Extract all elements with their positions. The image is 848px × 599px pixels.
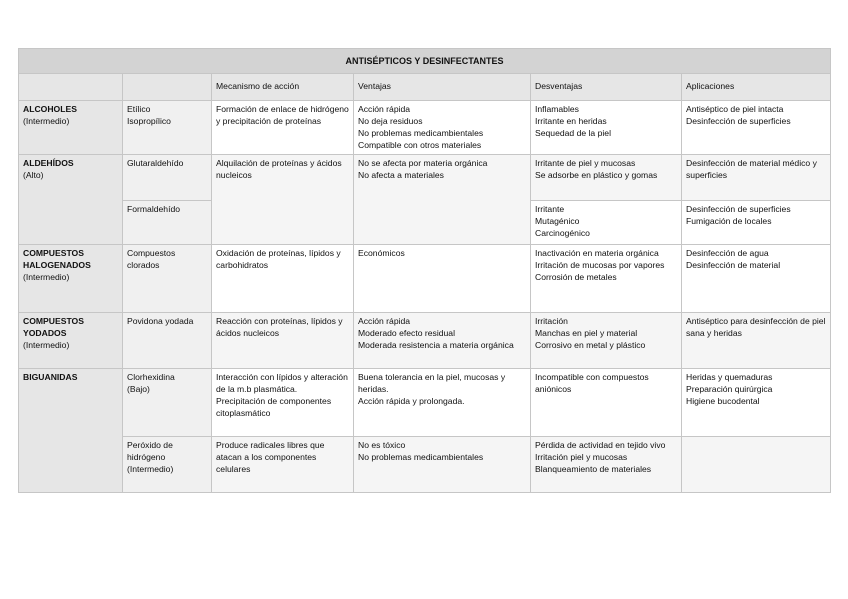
- advantages-cell: [354, 101, 531, 155]
- group-level: (Intermedio): [23, 115, 70, 126]
- agent-cell: [123, 369, 212, 437]
- disadvantage-line: Blanqueamiento de materiales: [535, 464, 652, 475]
- group-biguanidas: [19, 369, 123, 493]
- mechanism-cell: [212, 437, 354, 493]
- table-row: [19, 101, 831, 155]
- disadvantages-cell: [531, 437, 682, 493]
- advantage-line: No problemas medicambientales: [358, 452, 484, 463]
- disadvantage-line: Incompatible con compuestos aniónicos: [535, 372, 649, 395]
- table-title: ANTISÉPTICOS Y DESINFECTANTES: [19, 49, 831, 74]
- table-row: [19, 313, 831, 369]
- mechanism-line: Precipitación de componentes citoplasmático: [216, 396, 332, 419]
- group-level: (Intermedio): [23, 340, 70, 351]
- group-aldehidos: [19, 155, 123, 245]
- mechanism-line: Produce radicales libres que atacan a los componentes celulares: [216, 440, 325, 475]
- agent-cell: [123, 313, 212, 369]
- mechanism-cell: [212, 101, 354, 155]
- application-line: Desinfección de superficies: [686, 204, 791, 215]
- mechanism-cell: [212, 313, 354, 369]
- application-line: Desinfección de material médico y superficies: [686, 158, 817, 181]
- applications-cell: [682, 245, 831, 313]
- disadvantages-cell: [531, 245, 682, 313]
- header-mechanism: Mecanismo de acción: [212, 74, 354, 101]
- agent-cell: [123, 245, 212, 313]
- disadvantage-line: Sequedad de la piel: [535, 127, 611, 138]
- group-name: BIGUANIDAS: [23, 372, 78, 383]
- disadvantage-line: Irritación de mucosas por vapores: [535, 260, 665, 271]
- header-advantages: Ventajas: [354, 74, 531, 101]
- applications-cell: [682, 313, 831, 369]
- group-name: ALDEHÍDOS: [23, 158, 74, 169]
- agent-cell: [123, 155, 212, 201]
- applications-cell: [682, 101, 831, 155]
- agent-line: Clorhexidina: [127, 372, 175, 383]
- agent-line: Etílico: [127, 104, 151, 114]
- advantage-line: No problemas medicambientales: [358, 127, 484, 138]
- applications-cell: [682, 201, 831, 245]
- disadvantages-cell: [531, 313, 682, 369]
- agent-line: Compuestos clorados: [127, 248, 176, 271]
- mechanism-line: Oxidación de proteínas, lípidos y carbohidratos: [216, 248, 341, 271]
- disadvantage-line: Irritación piel y mucosas: [535, 452, 628, 463]
- agent-line: Glutaraldehído: [127, 158, 184, 169]
- group-name: COMPUESTOS YODADOS: [23, 316, 84, 339]
- disadvantages-cell: [531, 155, 682, 201]
- mechanism-line: Interacción con lípidos y alteración de la m.b plasmática.: [216, 372, 348, 395]
- disadvantages-cell: [531, 369, 682, 437]
- disadvantage-line: Mutagénico: [535, 216, 580, 227]
- advantage-line: Acción rápida y prolongada.: [358, 396, 465, 407]
- mechanism-line: Reacción con proteínas, lípidos y ácidos nucleicos: [216, 316, 343, 339]
- group-yodados: [19, 313, 123, 369]
- application-line: Fumigación de locales: [686, 216, 772, 227]
- disadvantage-line: Irritante en heridas: [535, 115, 607, 126]
- applications-cell: [682, 369, 831, 437]
- application-line: Desinfección de material: [686, 260, 781, 271]
- disadvantage-line: Corrosión de metales: [535, 272, 617, 283]
- advantage-line: No afecta a materiales: [358, 170, 444, 181]
- agent-cell: [123, 201, 212, 245]
- advantage-line: Económicos: [358, 248, 405, 259]
- advantage-line: Acción rápida: [358, 316, 411, 327]
- application-line: Antiséptico para desinfección de piel sana y heridas: [686, 316, 826, 339]
- application-line: Heridas y quemaduras: [686, 372, 773, 383]
- group-halogenados: [19, 245, 123, 313]
- agent-line: Peróxido de hidrógeno: [127, 440, 173, 463]
- group-name: ALCOHOLES: [23, 104, 77, 114]
- mechanism-cell: [212, 245, 354, 313]
- disadvantage-line: Inflamables: [535, 104, 579, 114]
- table-row: [19, 369, 831, 437]
- group-level: (Alto): [23, 170, 44, 181]
- group-level: (Intermedio): [23, 272, 70, 283]
- advantage-line: Acción rápida: [358, 104, 411, 114]
- disadvantage-line: Carcinogénico: [535, 228, 590, 239]
- agent-line: (Bajo): [127, 384, 150, 395]
- disadvantages-cell: [531, 201, 682, 245]
- agent-line: Isopropílico: [127, 115, 171, 126]
- advantage-line: No deja residuos: [358, 115, 423, 126]
- advantage-line: Buena tolerancia en la piel, mucosas y heridas.: [358, 372, 506, 395]
- mechanism-line: Formación de enlace de hidrógeno y precipitación de proteínas: [216, 104, 349, 126]
- header-disadvantages: Desventajas: [531, 74, 682, 101]
- advantages-cell: [354, 369, 531, 437]
- application-line: Higiene bucodental: [686, 396, 760, 407]
- application-line: Desinfección de agua: [686, 248, 769, 259]
- advantage-line: Moderada resistencia a materia orgánica: [358, 340, 514, 351]
- header-applications: Aplicaciones: [682, 74, 831, 101]
- applications-cell: [682, 437, 831, 493]
- disadvantage-line: Manchas en piel y material: [535, 328, 638, 339]
- advantage-line: Moderado efecto residual: [358, 328, 455, 339]
- advantages-cell: [354, 313, 531, 369]
- agent-line: (Intermedio): [127, 464, 174, 475]
- advantage-line: No se afecta por materia orgánica: [358, 158, 488, 169]
- applications-cell: [682, 155, 831, 201]
- disadvantage-line: Se adsorbe en plástico y gomas: [535, 170, 658, 181]
- table-row: [19, 437, 831, 493]
- antiseptics-table: [18, 48, 831, 493]
- application-line: Desinfección de superficies: [686, 115, 791, 126]
- application-line: Antiséptico de piel intacta: [686, 104, 784, 114]
- header-row: [19, 74, 831, 101]
- disadvantage-line: Irritante de piel y mucosas: [535, 158, 636, 169]
- agent-cell: [123, 101, 212, 155]
- advantage-line: Compatible con otros materiales: [358, 139, 482, 150]
- mechanism-cell: [212, 369, 354, 437]
- advantages-cell: [354, 245, 531, 313]
- advantages-cell: [354, 155, 531, 245]
- agent-line: Povidona yodada: [127, 316, 194, 327]
- header-agent: [123, 74, 212, 101]
- agent-line: Formaldehído: [127, 204, 181, 215]
- mechanism-line: Alquilación de proteínas y ácidos nucleicos: [216, 158, 342, 181]
- advantage-line: No es tóxico: [358, 440, 406, 451]
- disadvantage-line: Corrosivo en metal y plástico: [535, 340, 646, 351]
- disadvantages-cell: [531, 101, 682, 155]
- application-line: Preparación quirúrgica: [686, 384, 773, 395]
- header-group: [19, 74, 123, 101]
- mechanism-cell: [212, 155, 354, 245]
- agent-cell: [123, 437, 212, 493]
- disadvantage-line: Irritante: [535, 204, 565, 215]
- group-name: COMPUESTOS HALOGENADOS: [23, 248, 91, 271]
- disadvantage-line: Inactivación en materia orgánica: [535, 248, 659, 259]
- disadvantage-line: Irritación: [535, 316, 568, 327]
- disadvantage-line: Pérdida de actividad en tejido vivo: [535, 440, 666, 451]
- table-row: [19, 245, 831, 313]
- table-row: [19, 155, 831, 201]
- advantages-cell: [354, 437, 531, 493]
- group-alcoholes: [19, 101, 123, 155]
